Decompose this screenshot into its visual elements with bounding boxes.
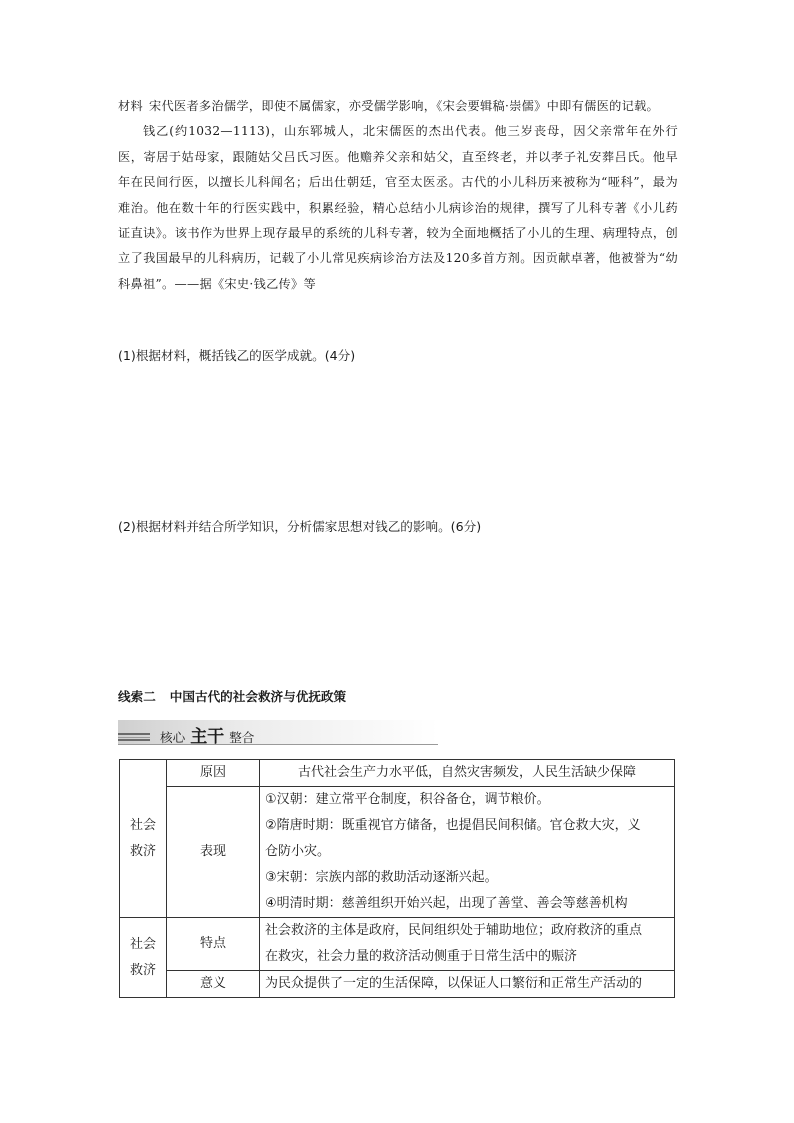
feature-line: 社会救济的主体是政府，民间组织处于辅助地位；政府救济的重点 [265,923,643,938]
feature-line: 在救灾，社会力量的救济活动侧重于日常生活中的赈济 [265,949,578,964]
summary-table [119,759,675,998]
section-banner [118,720,438,745]
clue-heading [118,686,346,705]
category-cell: 社会 救济 [120,918,167,998]
meaning-line: 为民众提供了一定的生活保障，以保证人口繁衍和正常生产活动的 [265,976,643,991]
performance-content-cell [260,787,675,918]
banner-bars-decoration [118,733,150,741]
performance-label-cell: 表现 [167,787,260,918]
material-body [118,119,678,297]
meaning-label-cell: 意义 [167,971,260,998]
material-label: 材料 [118,99,143,113]
feature-label-cell: 特点 [167,918,260,971]
category-cell: 社会 救济 [120,760,167,918]
clue-label: 线索二 [118,689,156,704]
feature-content-cell [260,918,675,971]
performance-line: ①汉朝：建立常平仓制度，积谷备仓，调节粮价。 [265,792,550,807]
question-1: (1)根据材料，概括钱乙的医学成就。(4分) [118,348,356,363]
clue-title: 中国古代的社会救济与优抚政策 [169,689,347,704]
question-2: (2)根据材料并结合所学知识，分析儒家思想对钱乙的影响。(6分) [118,519,482,534]
material-intro [118,94,678,119]
table-row [120,918,675,971]
performance-line: ②隋唐时期：既重视官方储备，也提倡民间积储。官仓救大灾，义 [265,818,641,833]
banner-big-text: 主干 [190,727,225,747]
material-intro-text: 宋代医者多治儒学，即使不属儒家，亦受儒学影响，《宋会要辑稿·崇儒》中即有儒医的记载。 [148,99,660,113]
reason-label-cell: 原因 [167,760,260,787]
banner-right-text: 整合 [229,730,255,745]
table-row [120,787,675,918]
reason-text-cell: 古代社会生产力水平低，自然灾害频发，人民生活缺少保障 [260,760,675,787]
material-passage [118,94,678,297]
material-body-text: 钱乙(约1032—1113)，山东郓城人，北宋儒医的杰出代表。他三岁丧母，因父亲常年在外行医，寄居于姑母家，跟随姑父吕氏习医。他赡养父亲和姑父，直至终老，并以孝子礼安葬吕氏。他早年在民间行医，以擅长儿科闻名；后出仕朝廷，官至太医丞。古代的小儿科历来被称为“哑科”，最为难治。他在数十年的行医实践中，积累经验，精心总结小儿病诊治的规律，撰写了儿科专著《小儿药证直诀》。该书作为世界上现存最早的系统的儿科专著，较为全面地概括了小儿的生理、病理特点，创立了我国最早的儿科病历，记载了小儿常见疾病诊治方法及120多首方剂。因贡献卓著，他被誉为“幼科鼻祖”。 [118,124,678,291]
meaning-content-cell [260,971,675,998]
performance-line: 仓防小灾。 [265,844,331,859]
table-row [120,971,675,998]
table-row [120,760,675,787]
material-source: ——据《宋史·钱乙传》等 [174,276,317,291]
performance-line: ④明清时期：慈善组织开始兴起，出现了善堂、善会等慈善机构 [265,896,628,911]
performance-line: ③宋朝：宗族内部的救助活动逐渐兴起。 [265,870,498,885]
banner-text [160,722,254,747]
banner-left-text: 核心 [160,730,186,745]
